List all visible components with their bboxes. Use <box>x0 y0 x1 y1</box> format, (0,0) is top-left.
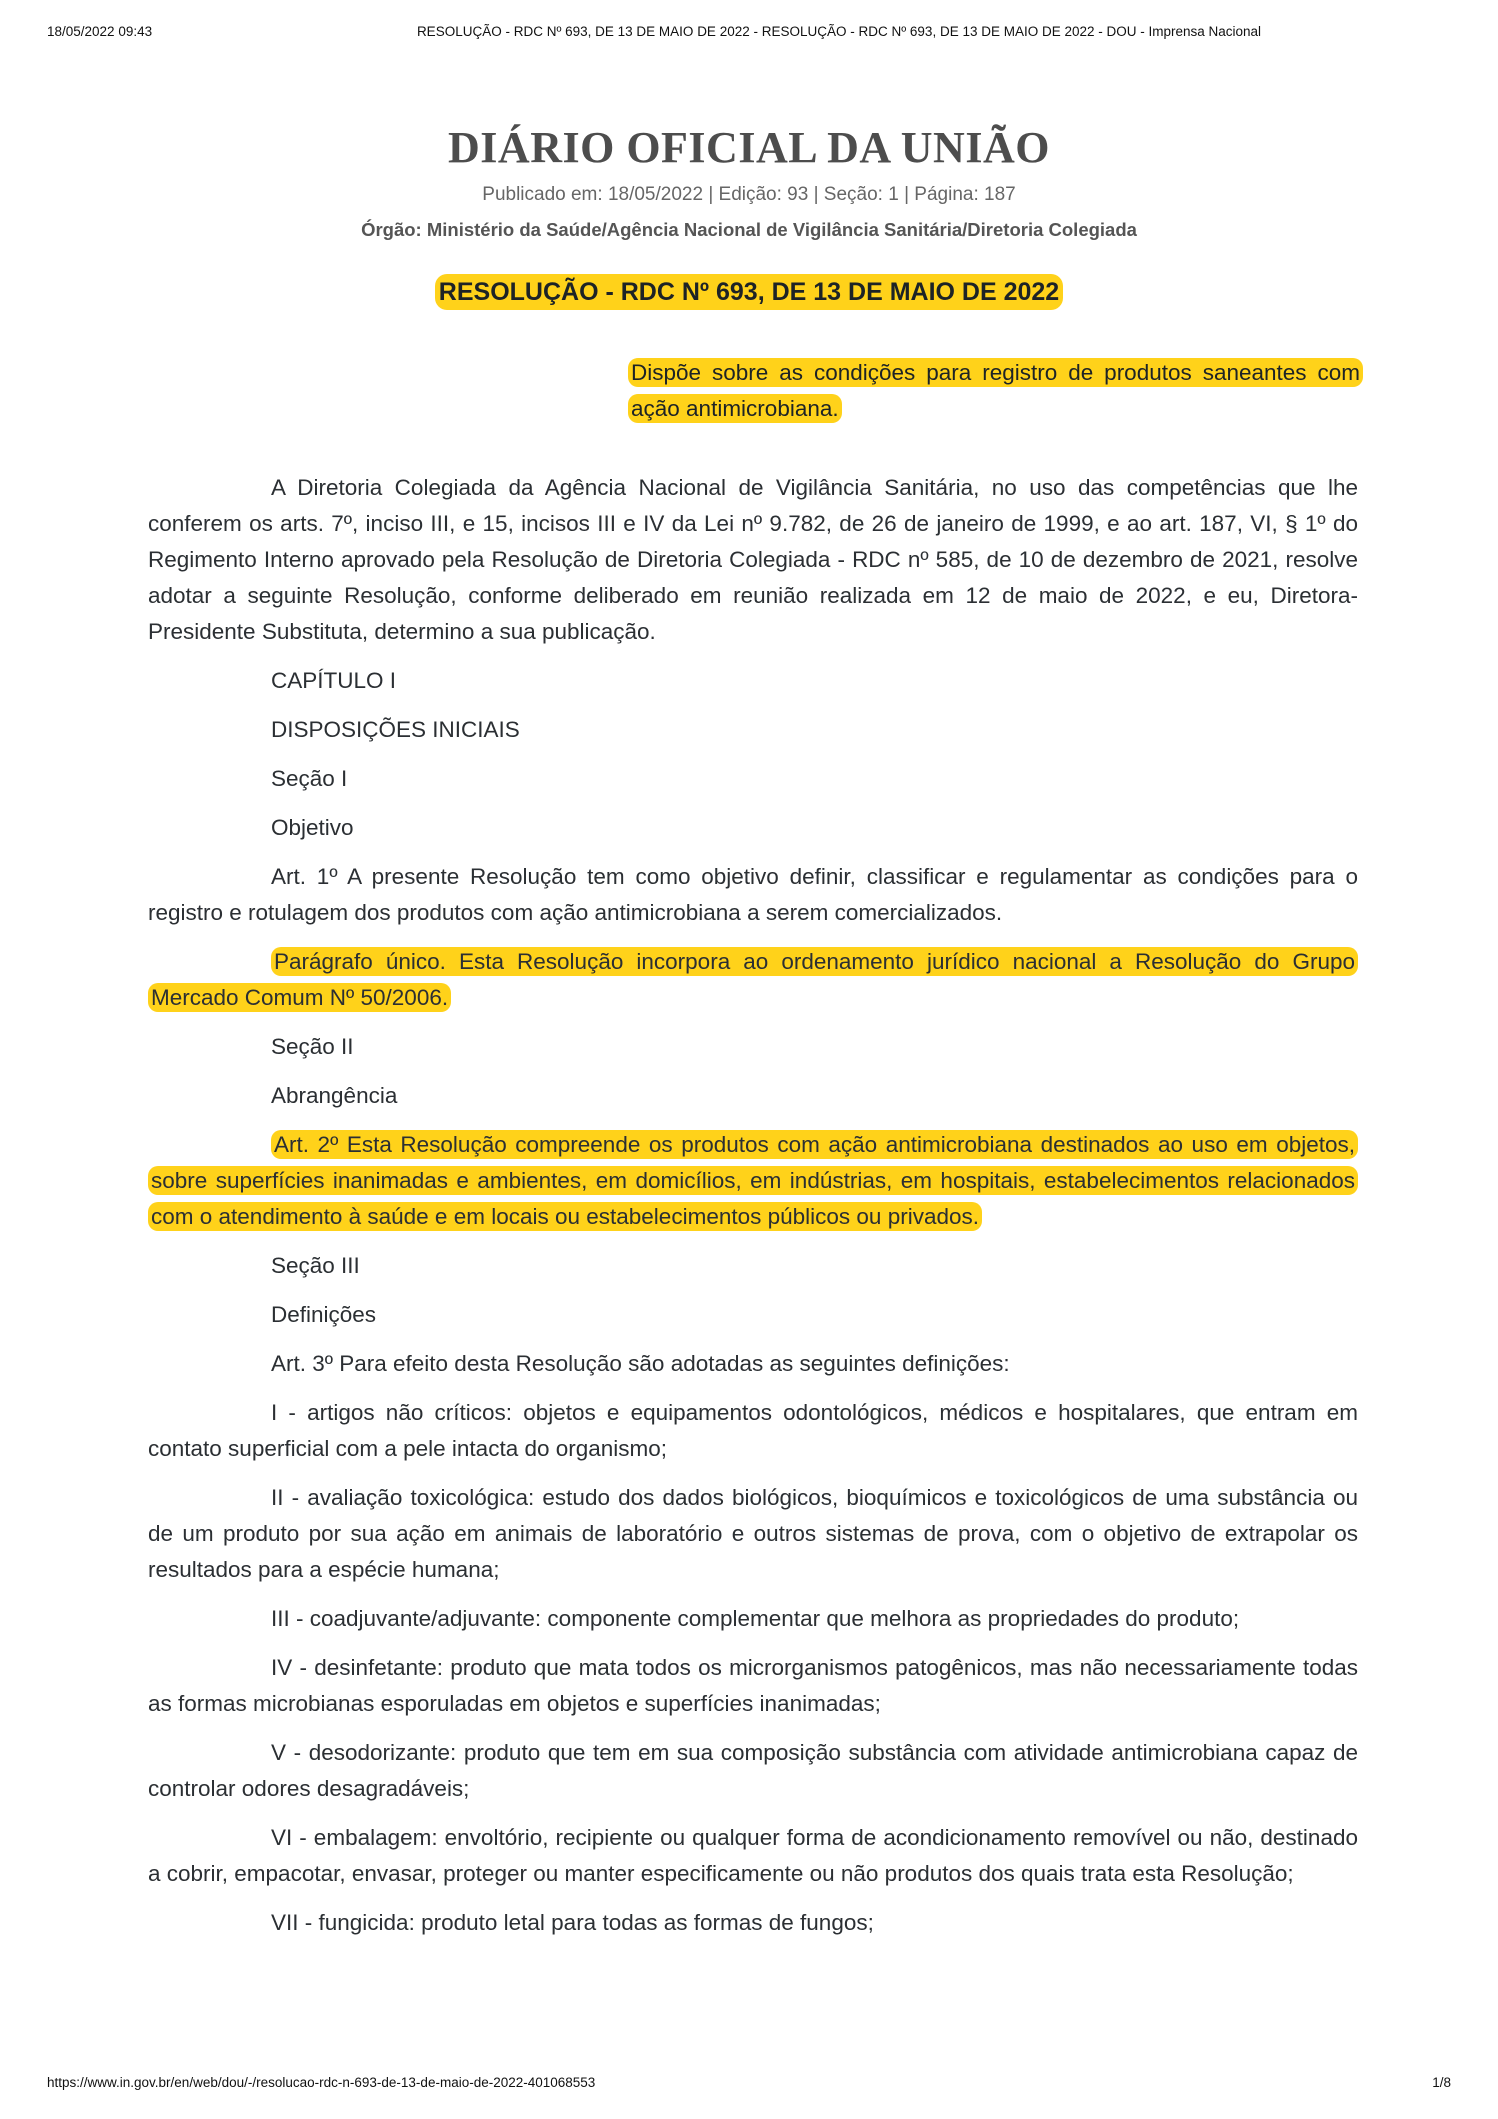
article-paragraph <box>148 1346 1358 1382</box>
paragraph-text: Seção I <box>271 766 348 791</box>
source-url-link[interactable]: https://www.in.gov.br/en/web/dou/-/resolucao-rdc-n-693-de-13-de-maio-de-2022-401068553 <box>47 2075 596 2090</box>
paragraph-text: CAPÍTULO I <box>271 668 397 693</box>
definition-item <box>148 1905 1358 1941</box>
masthead <box>0 120 1498 243</box>
highlighted-text: Art. 2º Esta Resolução compreende os produtos com ação antimicrobiana destinados ao uso em objetos, sobre superfícies inanimadas e ambientes, em domicílios, em indústrias, em hospitais, estabelecimentos relacionados com o atendimento à saúde e em locais ou estabelecimentos públicos ou privados. <box>148 1130 1358 1231</box>
paragraph-text: Seção III <box>271 1253 360 1278</box>
paragraph-text: A Diretoria Colegiada da Agência Nacional de Vigilância Sanitária, no uso das competências que lhe conferem os arts. 7º, inciso III, e 15, incisos III e IV da Lei nº 9.782, de 26 de janeiro de 1999, e ao art. 187, VI, § 1º do Regimento Interno aprovado pela Resolução de Diretoria Colegiada - RDC nº 585, de 10 de dezembro de 2021, resolve adotar a seguinte Resolução, conforme deliberado em reunião realizada em 12 de maio de 2022, e eu, Diretora-Presidente Substituta, determino a sua publicação. <box>148 475 1358 644</box>
paragraph-text: Art. 3º Para efeito desta Resolução são adotadas as seguintes definições: <box>271 1351 1010 1376</box>
chapter-title <box>148 712 1358 748</box>
print-datetime: 18/05/2022 09:43 <box>47 24 153 39</box>
paragraph-text: II - avaliação toxicológica: estudo dos dados biológicos, bioquímicos e toxicológicos de uma substância ou de um produto por sua ação em animais de laboratório e outros sistemas de prova, com o objetivo de extrapolar os resultados para a espécie humana; <box>148 1485 1358 1582</box>
paragraph-text: I - artigos não críticos: objetos e equipamentos odontológicos, médicos e hospitalares, que entram em contato superficial com a pele intacta do organismo; <box>148 1400 1358 1461</box>
print-page-title: RESOLUÇÃO - RDC Nº 693, DE 13 DE MAIO DE 2022 - RESOLUÇÃO - RDC Nº 693, DE 13 DE MAIO DE 2022 - DOU - Imprensa Nacional <box>416 24 1262 39</box>
paragraph-text: III - coadjuvante/adjuvante: componente complementar que melhora as propriedades do produto; <box>271 1606 1240 1631</box>
publication-info: Publicado em: 18/05/2022 | Edição: 93 | Seção: 1 | Página: 187 <box>482 184 1016 205</box>
article-paragraph <box>148 859 1358 931</box>
definition-item <box>148 1395 1358 1467</box>
chapter-heading <box>148 663 1358 699</box>
paragraph-text: Seção II <box>271 1034 354 1059</box>
paragraph-text: DISPOSIÇÕES INICIAIS <box>271 717 520 742</box>
highlighted-paragraph <box>148 1127 1358 1235</box>
definition-item <box>148 1820 1358 1892</box>
section-title <box>148 810 1358 846</box>
highlighted-paragraph <box>148 944 1358 1016</box>
section-heading <box>148 1248 1358 1284</box>
section-heading <box>148 1029 1358 1065</box>
resolution-summary <box>628 355 1363 427</box>
definition-item <box>148 1601 1358 1637</box>
print-header <box>47 24 1451 44</box>
paragraph-text: IV - desinfetante: produto que mata todos os microrganismos patogênicos, mas não necessariamente todas as formas microbianas esporuladas em objetos e superfícies inanimadas; <box>148 1655 1358 1716</box>
section-title <box>148 1297 1358 1333</box>
section-heading <box>148 761 1358 797</box>
document-body <box>148 470 1358 1954</box>
resolution-identification <box>0 278 1498 307</box>
summary-text: Dispõe sobre as condições para registro de produtos saneantes com ação antimicrobiana. <box>628 358 1363 423</box>
highlighted-text: Parágrafo único. Esta Resolução incorpora ao ordenamento jurídico nacional a Resolução do Grupo Mercado Comum Nº 50/2006. <box>148 947 1358 1012</box>
paragraph-text: V - desodorizante: produto que tem em sua composição substância com atividade antimicrobiana capaz de controlar odores desagradáveis; <box>148 1740 1358 1801</box>
section-title <box>148 1078 1358 1114</box>
page-counter: 1/8 <box>1432 2075 1451 2090</box>
definition-item <box>148 1735 1358 1807</box>
paragraph-text: Art. 1º A presente Resolução tem como objetivo definir, classificar e regulamentar as condições para o registro e rotulagem dos produtos com ação antimicrobiana a serem comercializados. <box>148 864 1358 925</box>
preamble-paragraph <box>148 470 1358 650</box>
resolution-title: RESOLUÇÃO - RDC Nº 693, DE 13 DE MAIO DE 2022 <box>435 274 1063 310</box>
paragraph-text: Abrangência <box>271 1083 398 1108</box>
paragraph-text: Objetivo <box>271 815 354 840</box>
paragraph-text: Definições <box>271 1302 377 1327</box>
definition-item <box>148 1650 1358 1722</box>
print-footer <box>47 2075 1451 2095</box>
definition-item <box>148 1480 1358 1588</box>
journal-title: DIÁRIO OFICIAL DA UNIÃO <box>448 123 1050 172</box>
issuing-organ: Órgão: Ministério da Saúde/Agência Nacional de Vigilância Sanitária/Diretoria Colegiada <box>361 219 1137 240</box>
paragraph-text: VI - embalagem: envoltório, recipiente ou qualquer forma de acondicionamento removível ou não, destinado a cobrir, empacotar, envasar, proteger ou manter especificamente ou não produtos dos quais trata esta Resolução; <box>148 1825 1358 1886</box>
paragraph-text: VII - fungicida: produto letal para todas as formas de fungos; <box>271 1910 874 1935</box>
